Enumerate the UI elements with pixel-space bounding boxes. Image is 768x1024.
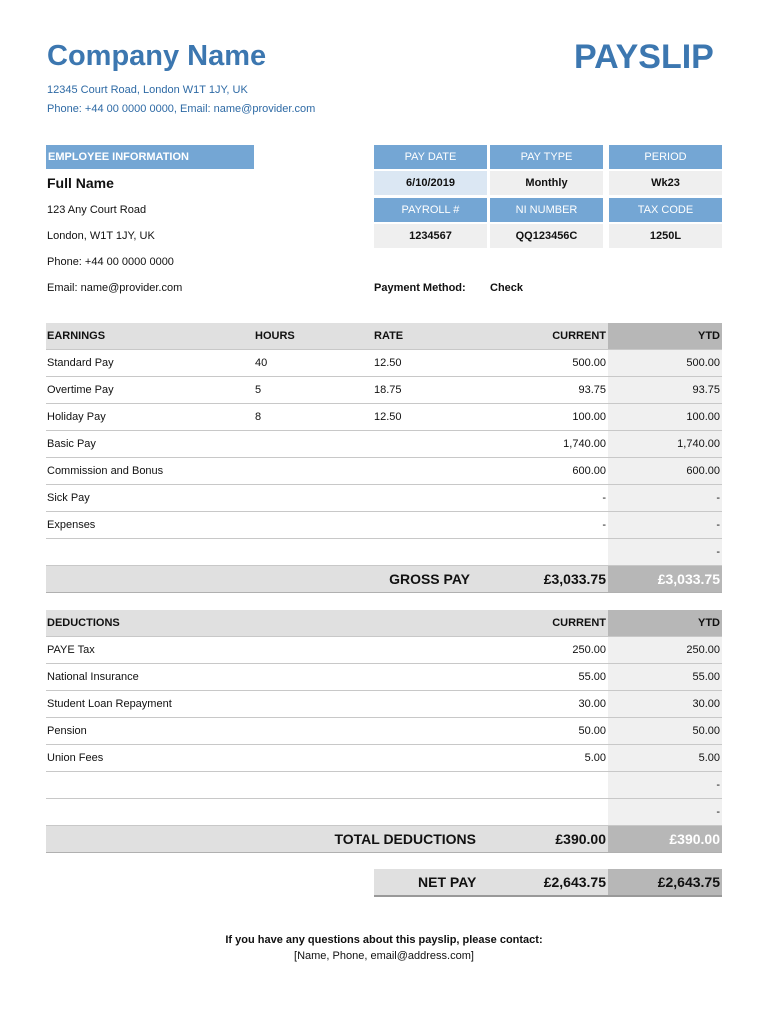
- net-pay-label: NET PAY: [418, 874, 477, 890]
- deduction-ytd: 55.00: [692, 671, 720, 683]
- company-name: Company Name: [47, 40, 267, 72]
- deduction-name: PAYE Tax: [47, 644, 95, 656]
- earning-ytd: 1,740.00: [677, 438, 720, 450]
- table-row: [46, 718, 722, 745]
- pay-type-value: Monthly: [490, 171, 603, 195]
- ni-number-label: NI NUMBER: [490, 198, 603, 222]
- total-deductions-ytd: £390.00: [669, 831, 720, 847]
- hours-header: HOURS: [255, 330, 295, 342]
- table-row: [46, 458, 722, 485]
- period-label: PERIOD: [609, 145, 722, 169]
- table-row: [46, 404, 722, 431]
- earning-ytd: -: [716, 492, 720, 504]
- ytd-header: YTD: [698, 330, 720, 342]
- table-row: [46, 664, 722, 691]
- table-row: [46, 772, 722, 799]
- deduction-name: Union Fees: [47, 752, 104, 764]
- net-pay-row: [374, 869, 722, 897]
- earning-name: Basic Pay: [47, 438, 96, 450]
- deduction-ytd: 250.00: [686, 644, 720, 656]
- payroll-label: PAYROLL #: [374, 198, 487, 222]
- pay-date-label: PAY DATE: [374, 145, 487, 169]
- table-row: [46, 485, 722, 512]
- table-row: [46, 512, 722, 539]
- gross-pay-ytd: £3,033.75: [657, 571, 720, 587]
- earnings-table: [46, 323, 722, 593]
- earning-name: Holiday Pay: [47, 411, 106, 423]
- table-row: [46, 539, 722, 566]
- employee-address-line2: London, W1T 1JY, UK: [47, 230, 155, 242]
- pay-type-label: PAY TYPE: [490, 145, 603, 169]
- net-pay-current: £2,643.75: [543, 874, 606, 890]
- earnings-header-row: [46, 323, 722, 350]
- earning-current: 1,740.00: [563, 438, 606, 450]
- deduction-ytd: 5.00: [698, 752, 720, 764]
- earning-name: Expenses: [47, 519, 96, 531]
- table-row: [46, 691, 722, 718]
- gross-pay-row: [46, 566, 722, 593]
- earning-current: 93.75: [578, 384, 606, 396]
- employee-name: Full Name: [47, 175, 114, 191]
- gross-pay-current: £3,033.75: [543, 571, 606, 587]
- tax-code-label: TAX CODE: [609, 198, 722, 222]
- footer-question: If you have any questions about this payslip, please contact:: [225, 934, 543, 946]
- deduction-ytd: -: [716, 779, 720, 791]
- earning-current: 500.00: [572, 357, 606, 369]
- earning-ytd: -: [716, 546, 720, 558]
- company-contact: Phone: +44 00 0000 0000, Email: name@provider.com: [47, 103, 316, 115]
- current-header: CURRENT: [552, 330, 606, 342]
- tax-code-value: 1250L: [609, 224, 722, 248]
- period-value: Wk23: [609, 171, 722, 195]
- deductions-header-row: [46, 610, 722, 637]
- earning-current: -: [602, 519, 606, 531]
- deductions-header: DEDUCTIONS: [47, 617, 120, 629]
- deduction-name: National Insurance: [47, 671, 139, 683]
- pay-date-value: 6/10/2019: [374, 171, 487, 195]
- table-row: [46, 799, 722, 826]
- footer-contact: [Name, Phone, email@address.com]: [294, 950, 474, 962]
- deduction-current: 55.00: [578, 671, 606, 683]
- deduction-current: 5.00: [584, 752, 606, 764]
- company-address: 12345 Court Road, London W1T 1JY, UK: [47, 84, 248, 96]
- deductions-ytd-header: YTD: [698, 617, 720, 629]
- table-row: [46, 745, 722, 772]
- earning-name: Sick Pay: [47, 492, 90, 504]
- payroll-value: 1234567: [374, 224, 487, 248]
- rate-header: RATE: [374, 330, 404, 342]
- earning-name: Standard Pay: [47, 357, 114, 369]
- earning-ytd: 100.00: [686, 411, 720, 423]
- earning-name: Overtime Pay: [47, 384, 114, 396]
- deduction-ytd: 30.00: [692, 698, 720, 710]
- deduction-name: Student Loan Repayment: [47, 698, 172, 710]
- deduction-current: 250.00: [572, 644, 606, 656]
- total-deductions-current: £390.00: [555, 831, 606, 847]
- earning-hours: 8: [255, 411, 262, 423]
- earning-ytd: 500.00: [686, 357, 720, 369]
- employee-info-header: EMPLOYEE INFORMATION: [46, 145, 254, 169]
- gross-pay-label: GROSS PAY: [389, 571, 470, 587]
- ni-number-value: QQ123456C: [490, 224, 603, 248]
- deduction-name: Pension: [47, 725, 87, 737]
- table-row: [46, 637, 722, 664]
- table-row: [46, 350, 722, 377]
- earnings-header: EARNINGS: [47, 330, 106, 342]
- employee-email: Email: name@provider.com: [47, 282, 183, 294]
- payment-method-value: Check: [490, 282, 524, 294]
- employee-phone: Phone: +44 00 0000 0000: [47, 256, 174, 268]
- net-pay-ytd: £2,643.75: [657, 874, 720, 890]
- employee-address-line1: 123 Any Court Road: [47, 204, 147, 216]
- deductions-table: [46, 610, 722, 853]
- page-title: PAYSLIP: [574, 38, 714, 76]
- total-deductions-row: [46, 826, 722, 853]
- deduction-ytd: 50.00: [692, 725, 720, 737]
- table-row: [46, 431, 722, 458]
- earning-current: -: [602, 492, 606, 504]
- earning-name: Commission and Bonus: [47, 465, 164, 477]
- earning-ytd: 93.75: [692, 384, 720, 396]
- earning-ytd: -: [716, 519, 720, 531]
- deduction-current: 30.00: [578, 698, 606, 710]
- earning-rate: 12.50: [374, 357, 402, 369]
- payment-method-label: Payment Method:: [374, 282, 466, 294]
- earning-hours: 5: [255, 384, 262, 396]
- earning-current: 600.00: [572, 465, 606, 477]
- deduction-current: 50.00: [578, 725, 606, 737]
- earning-rate: 12.50: [374, 411, 402, 423]
- deductions-current-header: CURRENT: [552, 617, 606, 629]
- deduction-ytd: -: [716, 806, 720, 818]
- table-row: [46, 377, 722, 404]
- total-deductions-label: TOTAL DEDUCTIONS: [334, 831, 476, 847]
- earning-current: 100.00: [572, 411, 606, 423]
- earning-hours: 40: [255, 357, 268, 369]
- earning-ytd: 600.00: [686, 465, 720, 477]
- earning-rate: 18.75: [374, 384, 402, 396]
